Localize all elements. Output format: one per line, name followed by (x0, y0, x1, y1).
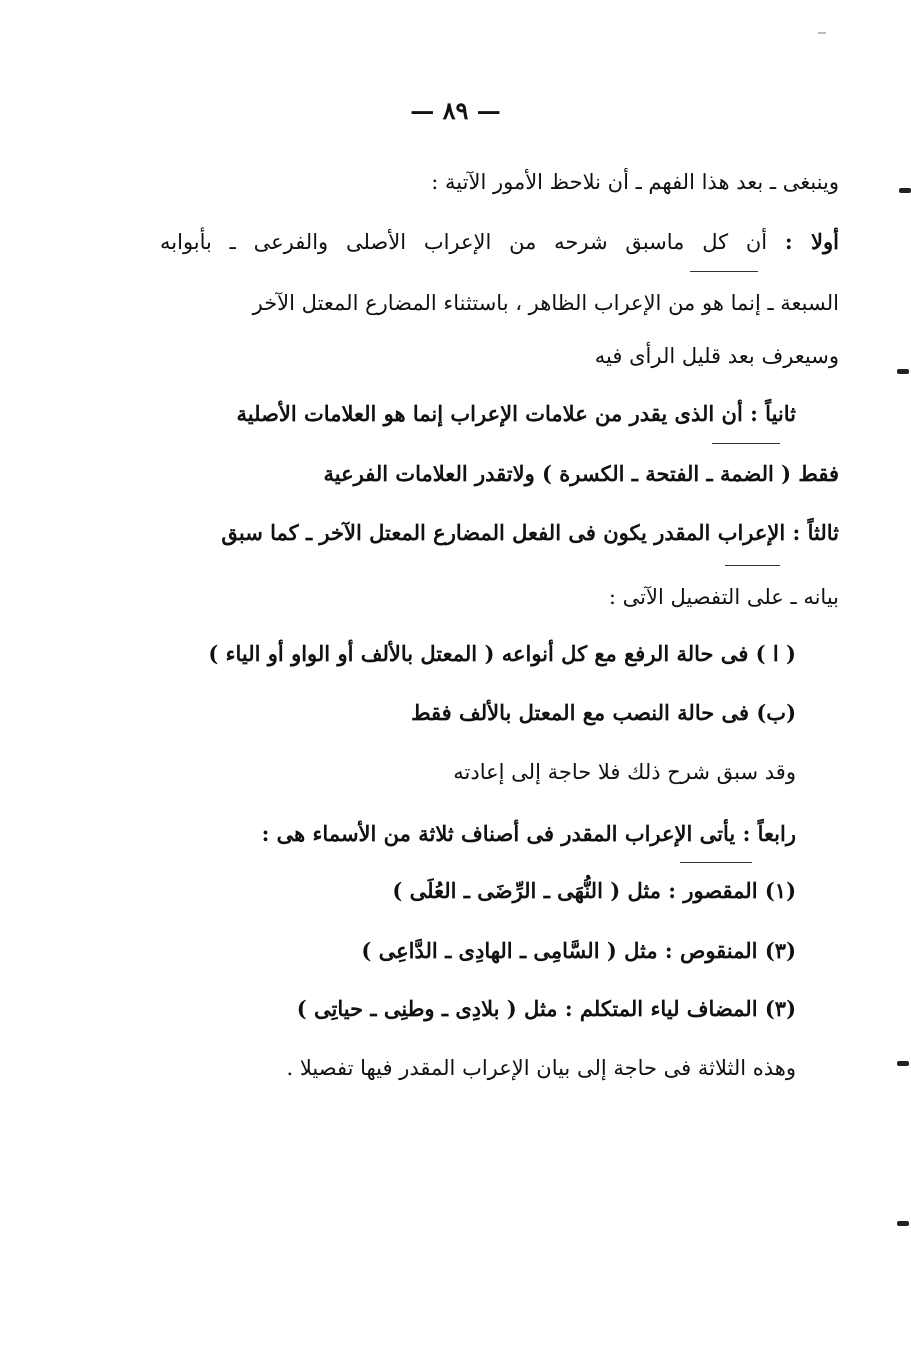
text-line-12 (262, 823, 796, 844)
heading-underline (725, 565, 780, 566)
text-line-16 (287, 1058, 796, 1079)
line-text: (٣) المضاف لياء المتكلم : مثل ( بلادِى ـ وطنِى ـ حياتِى ) (296, 996, 796, 1021)
text-line-6 (323, 463, 839, 484)
text-line-15 (297, 998, 796, 1019)
text-line-11 (453, 762, 796, 783)
margin-mark (897, 1221, 909, 1226)
line-text: وقد سبق شرح ذلك فلا حاجة إلى إعادته (453, 760, 796, 784)
line-lead-fourth: رابعاً : (742, 821, 796, 846)
margin-mark (899, 188, 911, 193)
line-text: بيانه ـ على التفصيل الآتى : (608, 585, 839, 609)
line-text: أن كل ماسبق شرحه من الإعراب الأصلى والفرعى ـ بأبوابه (160, 230, 785, 254)
line-text: ( ا ) فى حالة الرفع مع كل أنواعه ( المعتل بالألف أو الواو أو الياء ) (208, 641, 796, 666)
line-text: وينبغى ـ بعد هذا الفهم ـ أن نلاحظ الأمور الآتية : (431, 170, 839, 194)
text-line-2 (160, 231, 839, 253)
text-line-1 (431, 172, 839, 193)
line-lead-first: أولا : (784, 229, 840, 254)
line-lead-second: ثانياً : (750, 401, 796, 426)
text-line-13 (392, 880, 796, 901)
line-text: وهذه الثلاثة فى حاجة إلى بيان الإعراب المقدر فيها تفصيلا . (286, 1056, 796, 1080)
text-line-9 (208, 643, 796, 664)
line-text: الإعراب المقدر يكون فى الفعل المضارع المعتل الآخر ـ كما سبق (221, 520, 793, 545)
line-text: يأتى الإعراب المقدر فى أصناف ثلاثة من الأسماء هى : (261, 821, 743, 846)
text-line-5 (237, 403, 796, 424)
scan-speck (818, 32, 826, 34)
line-text: أن الذى يقدر من علامات الإعراب إنما هو العلامات الأصلية (236, 401, 751, 426)
text-line-7 (221, 522, 839, 543)
text-line-3 (253, 293, 839, 314)
line-text: (٣) المنقوص : مثل ( السَّامِى ـ الهادِى ـ الدَّاعِى ) (361, 938, 796, 963)
margin-mark (897, 369, 909, 374)
heading-underline (690, 271, 758, 272)
line-text: السبعة ـ إنما هو من الإعراب الظاهر ، باستثناء المضارع المعتل الآخر (252, 291, 839, 315)
text-line-14 (361, 940, 796, 961)
text-line-8 (609, 587, 839, 608)
line-text: فقط ( الضمة ـ الفتحة ـ الكسرة ) ولاتقدر العلامات الفرعية (323, 461, 839, 486)
heading-underline (680, 862, 752, 863)
line-text: (ب) فى حالة النصب مع المعتل بالألف فقط (411, 700, 796, 725)
line-text: وسيعرف بعد قليل الرأى فيه (594, 344, 839, 368)
page-number: — ٨٩ — (410, 96, 501, 125)
line-lead-third: ثالثاً : (792, 520, 839, 545)
margin-mark (897, 1061, 909, 1066)
heading-underline (712, 443, 780, 444)
text-line-4 (595, 346, 839, 367)
text-line-10 (411, 702, 796, 723)
line-text: (١) المقصور : مثل ( النُّهَى ـ الرِّضَى ـ العُلَى ) (392, 878, 796, 903)
